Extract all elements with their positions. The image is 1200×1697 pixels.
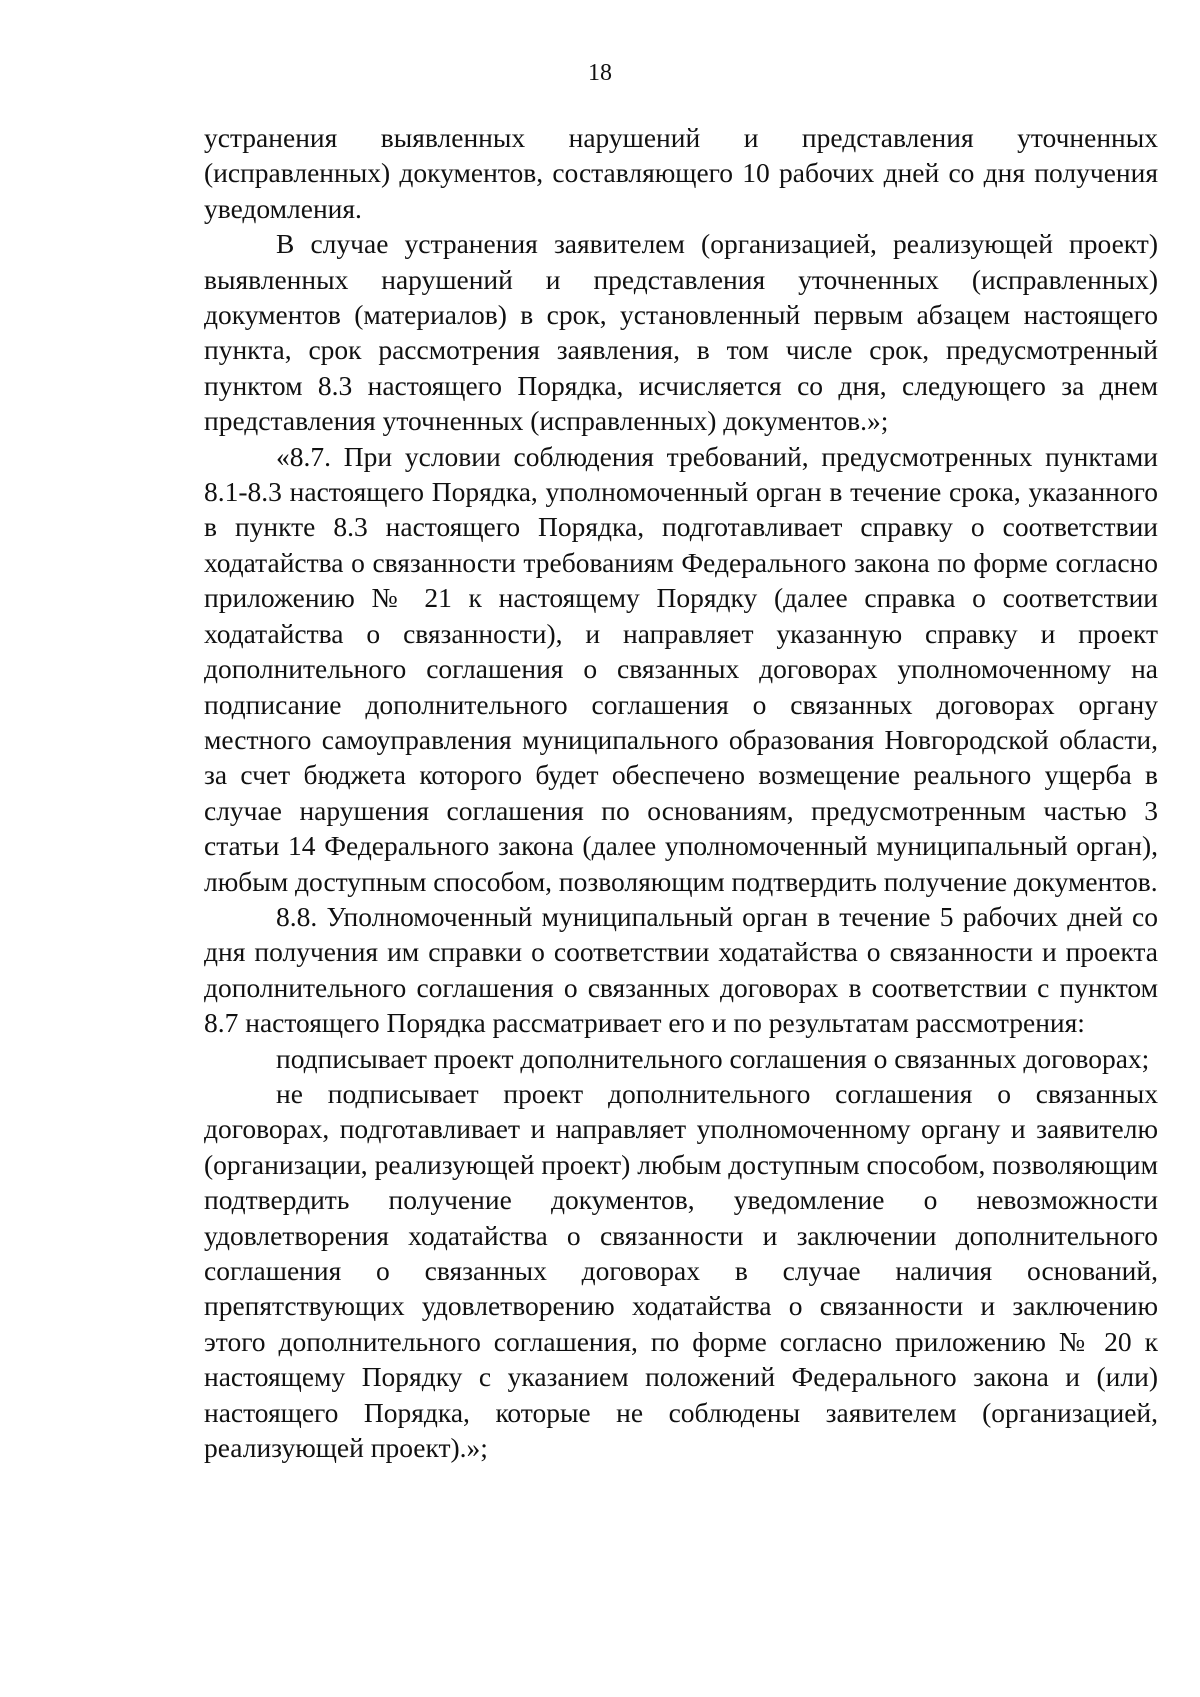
document-body	[204, 120, 1158, 1465]
page-number: 18	[588, 60, 612, 86]
paragraph-continuation: устранения выявленных нарушений и представления уточненных (исправленных) документов, составляющего 10 рабочих дней со дня получения уведомления.	[204, 122, 1158, 224]
paragraph-correction-deadline: В случае устранения заявителем (организацией, реализующей проект) выявленных нарушений и представления уточненных (исправленных) документов (материалов) в срок, установленный первым абзацем настоящего пункта, срок рассмотрения заявления, в том числе срок, предусмотренный пунктом 8.3 настоящего Порядка, исчисляется со дня, следующего за днем представления уточненных (исправленных) документов.»;	[204, 228, 1158, 437]
paragraph-clause-8-7: «8.7. При условии соблюдения требований, предусмотренных пунктами 8.1-8.3 настоящего Порядка, уполномоченный орган в течение срока, указанного в пункте 8.3 настоящего Порядка, подготавливает справку о соответствии ходатайства о связанности требованиям Федерального закона по форме согласно приложению № 21 к настоящему Порядку (далее справка о соответствии ходатайства о связанности), и направляет указанную справку и проект дополнительного соглашения о связанных договорах уполномоченному на подписание дополнительного соглашения о связанных договорах органу местного самоуправления муниципального образования Новгородской области, за счет бюджета которого будет обеспечено возмещение реального ущерба в случае нарушения соглашения по основаниям, предусмотренным частью 3 статьи 14 Федерального закона (далее уполномоченный муниципальный орган), любым доступным способом, позволяющим подтвердить получение документов.	[204, 440, 1158, 897]
paragraph-signs-option: подписывает проект дополнительного соглашения о связанных договорах;	[276, 1042, 1150, 1074]
paragraph-refuses-option: не подписывает проект дополнительного соглашения о связанных договорах, подготавливает и направляет уполномоченному органу и заявителю (организации, реализующей проект) любым доступным способом, позволяющим подтвердить получение документов, уведомление о невозможности удовлетворения ходатайства о связанности и заключении дополнительного соглашения о связанных договорах в случае наличия оснований, препятствующих удовлетворению ходатайства о связанности и заключению этого дополнительного соглашения, по форме согласно приложению № 20 к настоящему Порядку с указанием положений Федерального закона и (или) настоящего Порядка, которые не соблюдены заявителем (организацией, реализующей проект).»;	[204, 1077, 1158, 1464]
paragraph-clause-8-8: 8.8. Уполномоченный муниципальный орган в течение 5 рабочих дней со дня получения им справки о соответствии ходатайства о связанности и проекта дополнительного соглашения о связанных договорах в соответствии с пунктом 8.7 настоящего Порядка рассматривает его и по результатам рассмотрения:	[204, 900, 1158, 1039]
